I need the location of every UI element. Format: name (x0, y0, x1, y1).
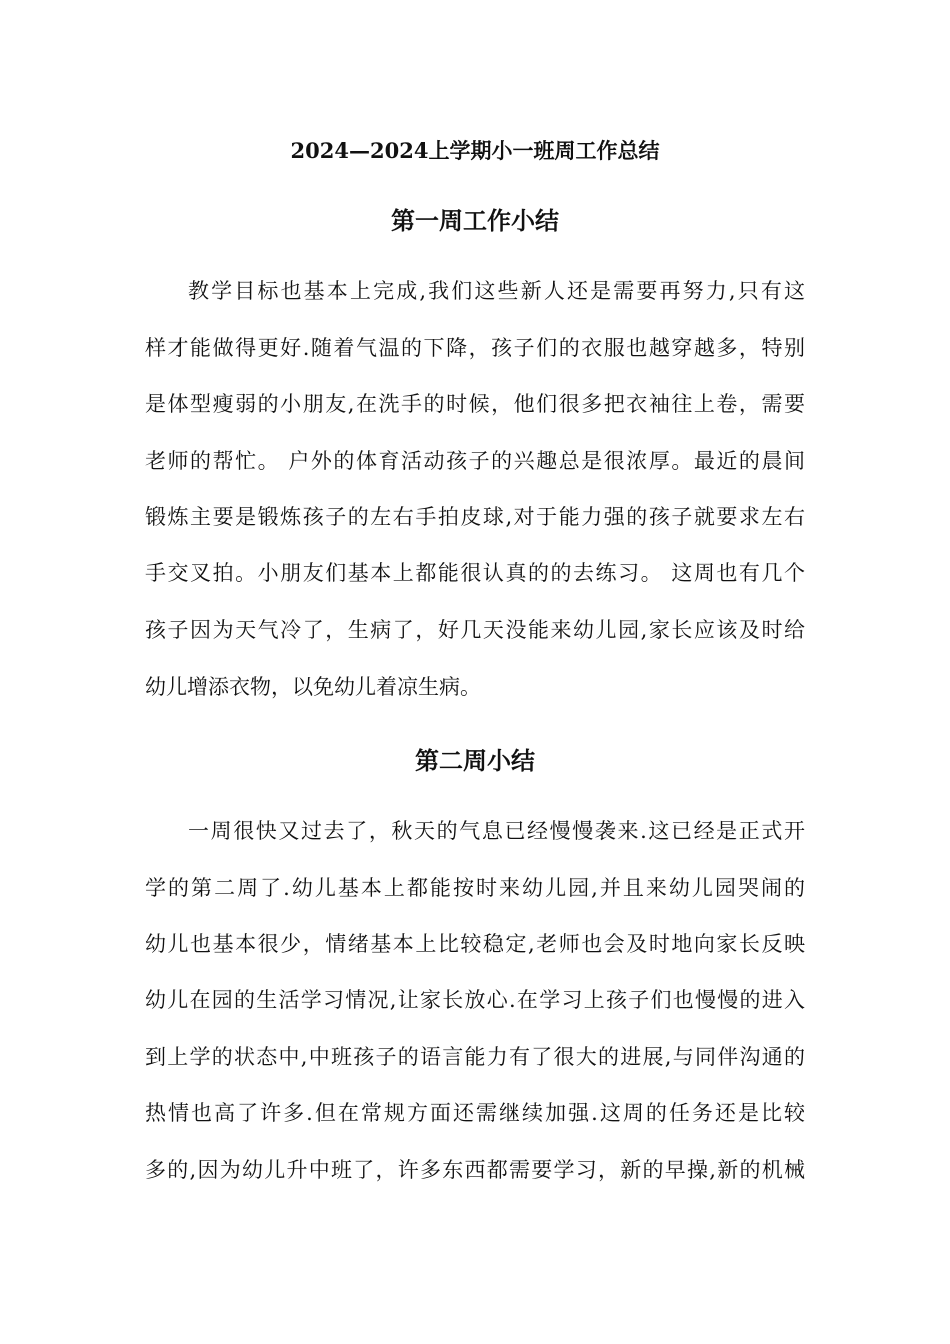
paragraph-line: 是体型瘦弱的小朋友,在洗手的时候，他们很多把衣袖往上卷，需要 (145, 392, 805, 416)
paragraph-line: 热情也高了许多.但在常规方面还需继续加强.这周的任务还是比较 (145, 1101, 805, 1125)
paragraph-line: 一周很快又过去了，秋天的气息已经慢慢袭来.这已经是正式开 (188, 819, 805, 843)
paragraph-line: 样才能做得更好.随着气温的下降，孩子们的衣服也越穿越多，特别 (145, 336, 805, 360)
paragraph-line: 到上学的状态中,中班孩子的语言能力有了很大的进展,与同伴沟通的 (145, 1045, 805, 1069)
paragraph-line: 学的第二周了.幼儿基本上都能按时来幼儿园,并且来幼儿园哭闹的 (145, 876, 805, 900)
section-heading-week-1: 第一周工作小结 (391, 206, 559, 235)
paragraph-line: 手交叉拍。小朋友们基本上都能很认真的的去练习。 这周也有几个 (145, 561, 805, 585)
section-heading-week-2: 第二周小结 (415, 746, 535, 775)
paragraph-line: 幼儿增添衣物，以免幼儿着凉生病。 (145, 675, 481, 699)
paragraph-line: 锻炼主要是锻炼孩子的左右手拍皮球,对于能力强的孩子就要求左右 (145, 505, 805, 529)
paragraph-line: 老师的帮忙。 户外的体育活动孩子的兴趣总是很浓厚。最近的晨间 (145, 449, 805, 473)
paragraph-line: 幼儿在园的生活学习情况,让家长放心.在学习上孩子们也慢慢的进入 (145, 988, 805, 1012)
paragraph-line: 幼儿也基本很少，情绪基本上比较稳定,老师也会及时地向家长反映 (145, 932, 805, 956)
paragraph-line: 教学目标也基本上完成,我们这些新人还是需要再努力,只有这 (188, 279, 805, 303)
paragraph-line: 孩子因为天气冷了，生病了，好几天没能来幼儿园,家长应该及时给 (145, 618, 805, 642)
paragraph-line: 多的,因为幼儿升中班了，许多东西都需要学习，新的早操,新的机械 (145, 1158, 805, 1182)
document-title: 2024—2024上学期小一班周工作总结 (290, 138, 660, 163)
